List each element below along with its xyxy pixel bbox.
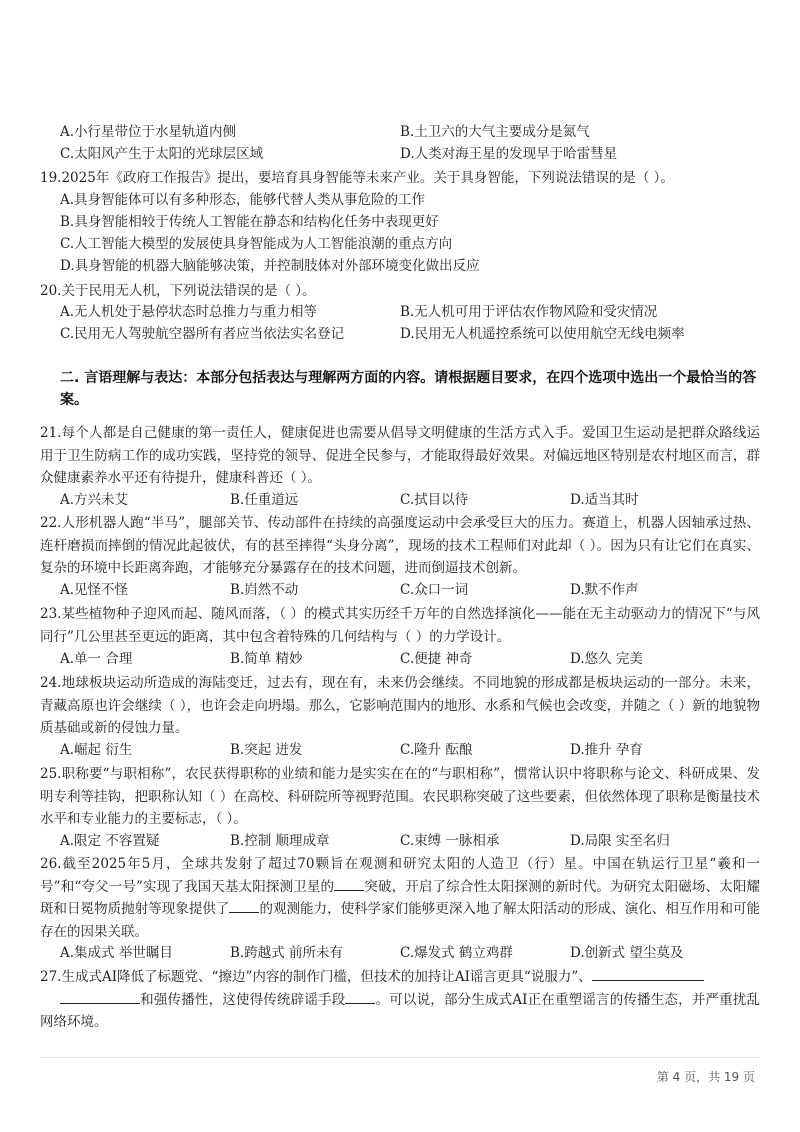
q21-stem: 21.每个人都是自己健康的第一责任人，健康促进也需要从倡导文明健康的生活方式入手。爱国卫生运动是把群众路线运用于卫生防病工作的成功实践，坚持党的领导、促进全民参与，才能取得最好效果。对偏远地区特别是农村地区而言，群众健康素养水平还有待提升，健康科普还（ ）。	[40, 425, 760, 486]
q23-option-c[interactable]: C.便捷 神奇	[400, 651, 473, 667]
footer-divider	[40, 1057, 760, 1058]
q18-option-a[interactable]: A.小行星带位于水星轨道内侧	[60, 124, 237, 140]
q18-option-b[interactable]: B.土卫六的大气主要成分是氮气	[400, 124, 590, 140]
q18-option-c[interactable]: C.太阳风产生于太阳的光球层区域	[60, 146, 264, 162]
q19-option-d[interactable]: D.具身智能的机器大脑能够决策，并控制肢体对外部环境变化做出反应	[60, 258, 480, 274]
q23-stem: 23.某些植物种子迎风而起、随风而落，（ ）的模式其实历经千万年的自然选择演化——能在无主动驱动力的情况下“与风同行”几公里甚至更远的距离，其中包含着特殊的几何结构与（ ）的力学设计。	[40, 606, 760, 645]
q25-option-d[interactable]: D.局限 实至名归	[570, 833, 670, 849]
q19-option-a[interactable]: A.具身智能体可以有多种形态，能够代替人类从事危险的工作	[60, 192, 426, 208]
q26-blank-2[interactable]	[229, 898, 259, 913]
q22-option-d[interactable]: D.默不作声	[570, 582, 639, 598]
q26-option-d[interactable]: D.创新式 望尘莫及	[570, 945, 684, 961]
q25-option-c[interactable]: C.束缚 一脉相承	[400, 833, 500, 849]
section-heading: 二. 言语理解与表达：本部分包括表达与理解两方面的内容。请根据题目要求，在四个选项中选出一个最恰当的答案。	[60, 370, 757, 408]
q24-option-b[interactable]: B.突起 迸发	[230, 742, 303, 758]
q19-option-b[interactable]: B.具身智能相较于传统人工智能在静态和结构化任务中表现更好	[60, 214, 439, 230]
q20-stem: 20.关于民用无人机，下列说法错误的是（ ）。	[40, 283, 316, 299]
q26-option-c[interactable]: C.爆发式 鹤立鸡群	[400, 945, 513, 961]
q26-stem-part1: 26.截至2025年5月，全球共发射了超过70颗旨在观测和研究太阳的人造卫（行）星。中国在轨运行卫星“羲和一号”和“夸父一号”实现了我国天基太阳探测卫星的	[40, 856, 760, 895]
q27-stem-part2: 和强传播性，这使得传统辟谣手段	[140, 991, 346, 1008]
q24-option-d[interactable]: D.推升 孕育	[570, 742, 643, 758]
q26-option-b[interactable]: B.跨越式 前所未有	[230, 945, 344, 961]
q25-option-b[interactable]: B.控制 顺理成章	[230, 833, 330, 849]
q26-stem-part2: 突破，开启了综合性太阳探测的新时代。为研究太阳磁场、太阳耀斑和日冕物质抛射等现象提供了	[40, 878, 760, 917]
q23-option-b[interactable]: B.简单 精妙	[230, 651, 303, 667]
q20-option-a[interactable]: A.无人机处于悬停状态时总推力与重力相等	[60, 304, 318, 320]
q20-option-b[interactable]: B.无人机可用于评估农作物风险和受灾情况	[400, 304, 658, 320]
q26-stem-part3: 的观测能力，使科学家们能够更深入地了解太阳活动的形成、演化、相互作用和可能存在的因果关联。	[40, 901, 761, 940]
q25-stem: 25.职称要“与职相称”，农民获得职称的业绩和能力是实实在在的“与职相称”，惯常认识中将职称与论文、科研成果、发明专利等挂钩，把职称认知（ ）在高校、科研院所等视野范围。农民职称突破了这些要素，但依然体现了职称是衡量技术水平和专业能力的主要标志，（ ）。	[40, 766, 760, 827]
q24-stem: 24.地球板块运动所造成的海陆变迁，过去有，现在有，未来仍会继续。不同地貌的形成都是板块运动的一部分。未来，青藏高原也许会继续（ ），也许会走向坍塌。那么，它影响范围内的地形、水系和气候也会改变，并随之（ ）新的地貌物质基础或新的侵蚀力量。	[40, 675, 760, 736]
q21-option-a[interactable]: A.方兴未艾	[60, 492, 129, 508]
q19-option-c[interactable]: C.人工智能大模型的发展使具身智能成为人工智能浪潮的重点方向	[60, 236, 453, 252]
q21-option-b[interactable]: B.任重道远	[230, 492, 299, 508]
q20-option-c[interactable]: C.民用无人驾驶航空器所有者应当依法实名登记	[60, 326, 345, 342]
q22-option-c[interactable]: C.众口一词	[400, 582, 469, 598]
q26-stem	[40, 853, 760, 943]
q27-blank-1a[interactable]	[592, 966, 704, 981]
q24-option-c[interactable]: C.隆升 酝酿	[400, 742, 473, 758]
q20-option-d[interactable]: D.民用无人机遥控系统可以使用航空无线电频率	[400, 326, 685, 342]
q22-option-b[interactable]: B.岿然不动	[230, 582, 299, 598]
q26-blank-1[interactable]	[334, 876, 364, 891]
q27-blank-1b[interactable]	[60, 989, 140, 1004]
q27-stem-part3: 。可以说，部分生成式AI正在重塑谣言的传播生态，并严重扰乱网络环境。	[40, 991, 760, 1030]
q19-stem: 19.2025年《政府工作报告》提出，要培育具身智能等未来产业。关于具身智能，下列说法错误的是（ ）。	[40, 170, 674, 186]
q27-stem-part1: 27.生成式AI降低了标题党、“擦边”内容的制作门槛，但技术的加持让AI谣言更具“说服力”、	[40, 969, 592, 985]
q18-option-d[interactable]: D.人类对海王星的发现早于哈雷彗星	[400, 146, 618, 162]
q21-option-d[interactable]: D.适当其时	[570, 492, 639, 508]
q23-option-a[interactable]: A.单一 合理	[60, 651, 133, 667]
q23-option-d[interactable]: D.悠久 完美	[570, 651, 643, 667]
q27-stem	[40, 966, 760, 1034]
q25-option-a[interactable]: A.限定 不容置疑	[60, 833, 160, 849]
q22-stem: 22.人形机器人跑“半马”，腿部关节、传动部件在持续的高强度运动中会承受巨大的压力。赛道上，机器人因轴承过热、连杆磨损而摔倒的情况此起彼伏，有的甚至摔得“头身分离”，现场的技术工程师们对此却（ ）。因为只有让它们在真实、复杂的环境中长距离奔跑，才能够充分暴露存在的技术问题，进而倒逼技术创新。	[40, 515, 760, 576]
q24-option-a[interactable]: A.崛起 衍生	[60, 742, 133, 758]
q27-blank-2[interactable]	[345, 989, 375, 1004]
q21-option-c[interactable]: C.拭目以待	[400, 492, 469, 508]
q22-option-a[interactable]: A.见怪不怪	[60, 582, 129, 598]
q26-option-a[interactable]: A.集成式 举世瞩目	[60, 945, 173, 961]
page-number: 第 4 页，共 19 页	[656, 1070, 755, 1084]
